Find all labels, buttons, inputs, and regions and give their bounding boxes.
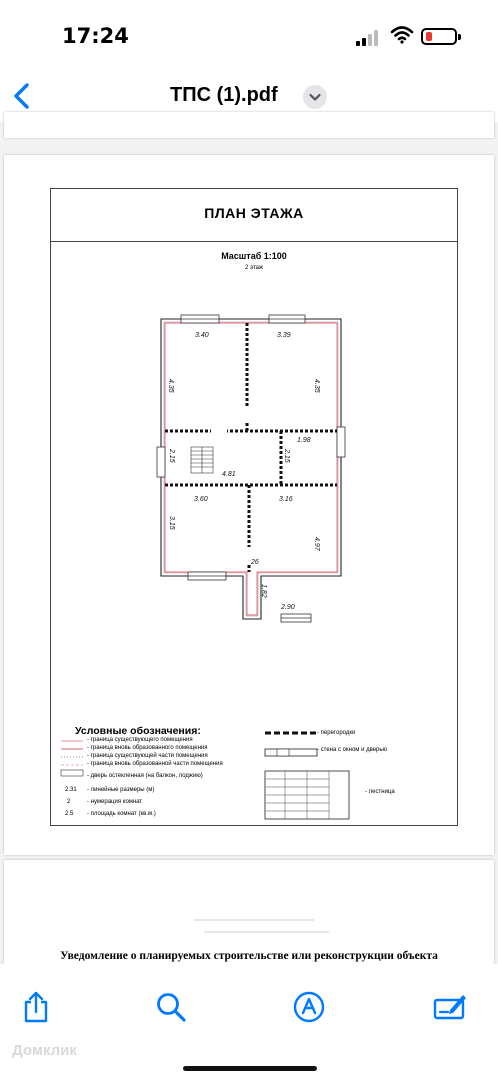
legend-stairs-swatch <box>263 769 351 821</box>
legend-title: Условные обозначения: <box>75 725 201 737</box>
back-chevron-icon[interactable] <box>8 80 38 112</box>
dim-label: 1.82 <box>260 584 267 598</box>
plan-scale: Масштаб 1:100 <box>221 251 287 261</box>
drawing-frame <box>50 188 458 826</box>
watermark: Домклик <box>12 1042 77 1059</box>
dim-label: 3.16 <box>279 496 293 503</box>
dim-label: 4.35 <box>167 379 174 393</box>
title-block <box>51 189 457 242</box>
legend-item: - граница существующей части помещения <box>87 753 208 759</box>
dim-label: 3.39 <box>277 332 291 339</box>
legend-item: - площадь комнат (кв.м.) <box>87 811 156 817</box>
floor-label: 2 этаж <box>245 265 263 271</box>
dim-label: 3.60 <box>194 496 208 503</box>
dim-label: 4.97 <box>313 537 320 551</box>
floor-plan-drawing <box>151 309 351 619</box>
bottom-toolbar <box>0 964 498 1080</box>
wifi-icon <box>391 26 413 44</box>
status-bar <box>0 0 498 70</box>
legend-item: - перегородки <box>317 730 356 736</box>
title-menu-button[interactable] <box>303 85 327 109</box>
legend-item: - граница вновь образованного помещения <box>87 745 208 751</box>
dim-label: 2.15 <box>168 449 175 463</box>
legend-partition-swatches <box>263 727 323 763</box>
pdf-page-floor-plan <box>4 155 494 855</box>
dim-label: 26 <box>251 559 259 566</box>
legend-sample: 2.5 <box>65 811 74 817</box>
scan-artifacts <box>194 910 334 950</box>
legend-item: - граница существующего помещения <box>87 737 193 743</box>
dim-label: 4.81 <box>222 471 236 478</box>
legend-item: - дверь остекленная (на балкон, лоджию) <box>87 773 203 779</box>
legend-sample: 2 <box>67 799 71 805</box>
battery-icon <box>421 28 457 45</box>
legend-item: - нумерация комнат <box>87 799 143 805</box>
search-icon[interactable] <box>154 990 188 1024</box>
legend-item: - стена с окном и дверью <box>317 747 388 753</box>
dim-label: 3.15 <box>168 516 175 530</box>
dim-label: 4.35 <box>313 379 320 393</box>
dim-label: 2.90 <box>281 604 295 611</box>
edit-form-icon[interactable] <box>432 990 466 1024</box>
dim-label: 3.40 <box>195 332 209 339</box>
legend-sample: 2.31 <box>65 787 77 793</box>
scan-title-line: Уведомление о планируемых строительстве или реконструкции объекта <box>60 950 438 962</box>
markup-icon[interactable] <box>292 990 326 1024</box>
share-icon[interactable] <box>19 990 53 1024</box>
plan-title: ПЛАН ЭТАЖА <box>204 205 304 221</box>
legend-item: - граница вновь образованной части помещения <box>87 761 223 767</box>
legend-item: - линейные размеры (м) <box>87 787 155 793</box>
cellular-signal-icon <box>356 30 382 46</box>
document-title[interactable]: ТПС (1).pdf <box>170 84 278 106</box>
dim-label: 2.15 <box>283 449 290 463</box>
pdf-page-previous <box>4 112 494 138</box>
legend-item: - лестница <box>365 789 395 795</box>
pdf-viewer[interactable] <box>0 122 498 964</box>
dim-label: 1.98 <box>297 437 311 444</box>
chevron-down-icon <box>303 85 327 109</box>
home-indicator <box>183 1066 317 1071</box>
clock: 17:24 <box>62 24 129 48</box>
